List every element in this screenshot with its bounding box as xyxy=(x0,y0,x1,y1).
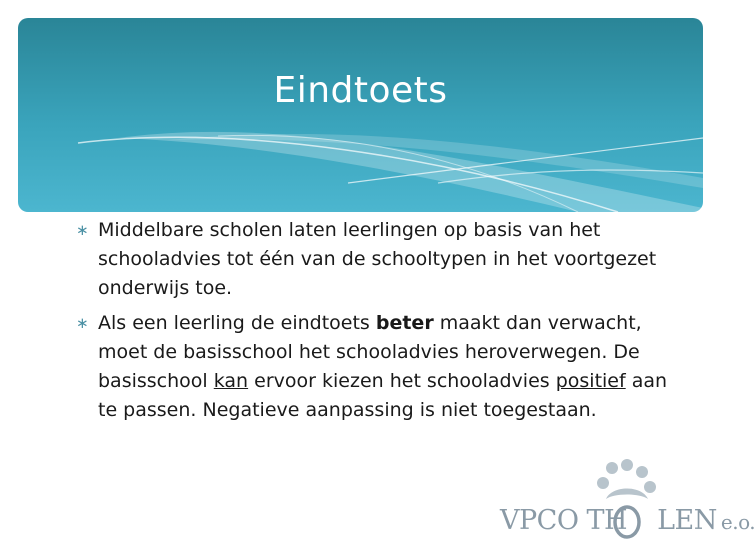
logo-text-left: VPCO TH xyxy=(500,505,628,536)
logo-suffix: e.o. xyxy=(720,510,755,534)
bullet-marker: ∗ xyxy=(76,314,89,332)
logo-text-right: LEN xyxy=(657,505,717,536)
bullet-text: Als een leerling de eindtoets xyxy=(98,312,376,334)
vpco-tholen-logo xyxy=(500,455,755,540)
bullet-item xyxy=(72,216,672,303)
bullet-marker: ∗ xyxy=(76,221,89,239)
bullet-text: Middelbare scholen laten leerlingen op basis van het schooladvies tot één van de schooltypen in het voortgezet onderwijs toe. xyxy=(98,219,657,299)
bullet-text: ervoor kiezen het schooladvies xyxy=(248,370,556,392)
bullet-item xyxy=(72,309,672,425)
bullet-list xyxy=(72,216,672,431)
bullet-text: aan te passen. Negatieve aanpassing is niet toegestaan. xyxy=(98,370,668,421)
bold-text: beter xyxy=(375,312,434,334)
underlined-text: positief xyxy=(555,370,626,392)
title-banner xyxy=(18,18,703,212)
bullet-text: maakt dan verwacht, moet de basisschool het schooladvies heroverwegen. De basisschool xyxy=(98,312,642,392)
underlined-text: kan xyxy=(213,370,249,392)
wave-decoration xyxy=(18,18,703,212)
slide-title: Eindtoets xyxy=(273,70,448,111)
logo-text xyxy=(500,505,755,536)
